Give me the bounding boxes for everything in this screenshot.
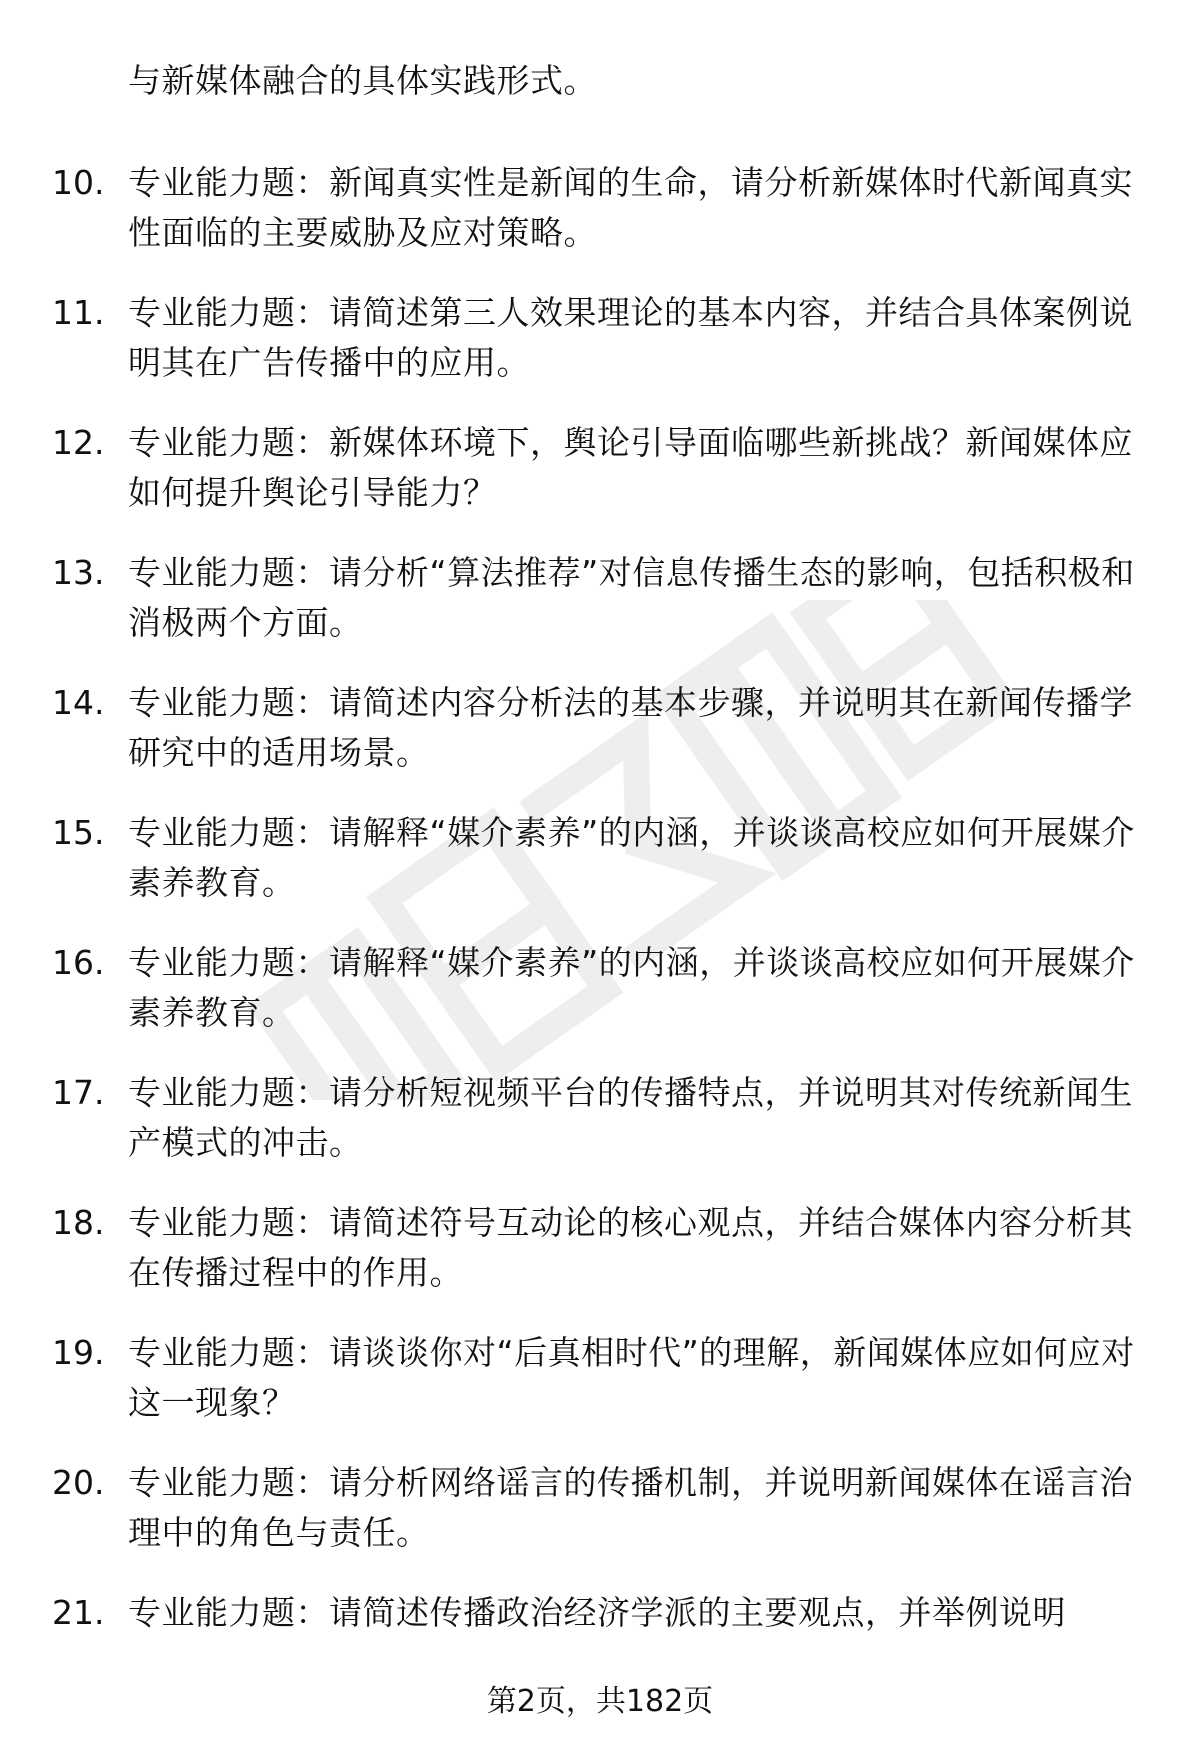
question-text: 专业能力题：请谈谈你对“后真相时代”的理解，新闻媒体应如何应对这一现象？ (128, 1333, 1135, 1422)
question-text: 专业能力题：请解释“媒介素养”的内涵，并谈谈高校应如何开展媒介素养教育。 (128, 943, 1135, 1032)
question-text: 专业能力题：请分析网络谣言的传播机制，并说明新闻媒体在谣言治理中的角色与责任。 (128, 1463, 1133, 1552)
list-item (0, 1458, 1200, 1588)
question-number: 14. (52, 683, 105, 722)
question-number: 15. (52, 813, 105, 852)
page-footer: 第2页，共182页 (486, 1684, 714, 1719)
question-text: 专业能力题：请解释“媒介素养”的内涵，并谈谈高校应如何开展媒介素养教育。 (128, 813, 1135, 902)
question-number: 19. (52, 1333, 105, 1372)
question-text: 专业能力题：请简述第三人效果理论的基本内容，并结合具体案例说明其在广告传播中的应用。 (128, 293, 1133, 382)
question-number: 16. (52, 943, 105, 982)
question-text: 专业能力题：请分析“算法推荐”对信息传播生态的影响，包括积极和消极两个方面。 (128, 553, 1135, 642)
list-item (0, 288, 1200, 418)
question-number: 12. (52, 423, 105, 462)
list-item (0, 938, 1200, 1068)
question-number: 17. (52, 1073, 105, 1112)
question-text: 专业能力题：新闻真实性是新闻的生命，请分析新媒体时代新闻真实性面临的主要威胁及应对策略。 (128, 163, 1133, 252)
question-list (0, 158, 1200, 1718)
list-item (0, 808, 1200, 938)
question-text: 专业能力题：请简述传播政治经济学派的主要观点，并举例说明 (128, 1593, 1066, 1632)
question-text: 专业能力题：请分析短视频平台的传播特点，并说明其对传统新闻生产模式的冲击。 (128, 1073, 1133, 1162)
question-number: 13. (52, 553, 105, 592)
question-text: 专业能力题：请简述符号互动论的核心观点，并结合媒体内容分析其在传播过程中的作用。 (128, 1203, 1133, 1292)
question-text: 专业能力题：新媒体环境下，舆论引导面临哪些新挑战？新闻媒体应如何提升舆论引导能力？ (128, 423, 1133, 512)
list-item (0, 418, 1200, 548)
continuation-text: 与新媒体融合的具体实践形式。 (128, 61, 597, 100)
list-item (0, 1198, 1200, 1328)
question-number: 10. (52, 163, 105, 202)
question-number: 20. (52, 1463, 105, 1502)
question-number: 21. (52, 1593, 105, 1632)
question-number: 18. (52, 1203, 105, 1242)
list-item (0, 1068, 1200, 1198)
question-text: 专业能力题：请简述内容分析法的基本步骤，并说明其在新闻传播学研究中的适用场景。 (128, 683, 1133, 772)
question-number: 11. (52, 293, 105, 332)
list-item (0, 548, 1200, 678)
list-item (0, 1328, 1200, 1458)
list-item (0, 678, 1200, 808)
list-item (0, 158, 1200, 288)
